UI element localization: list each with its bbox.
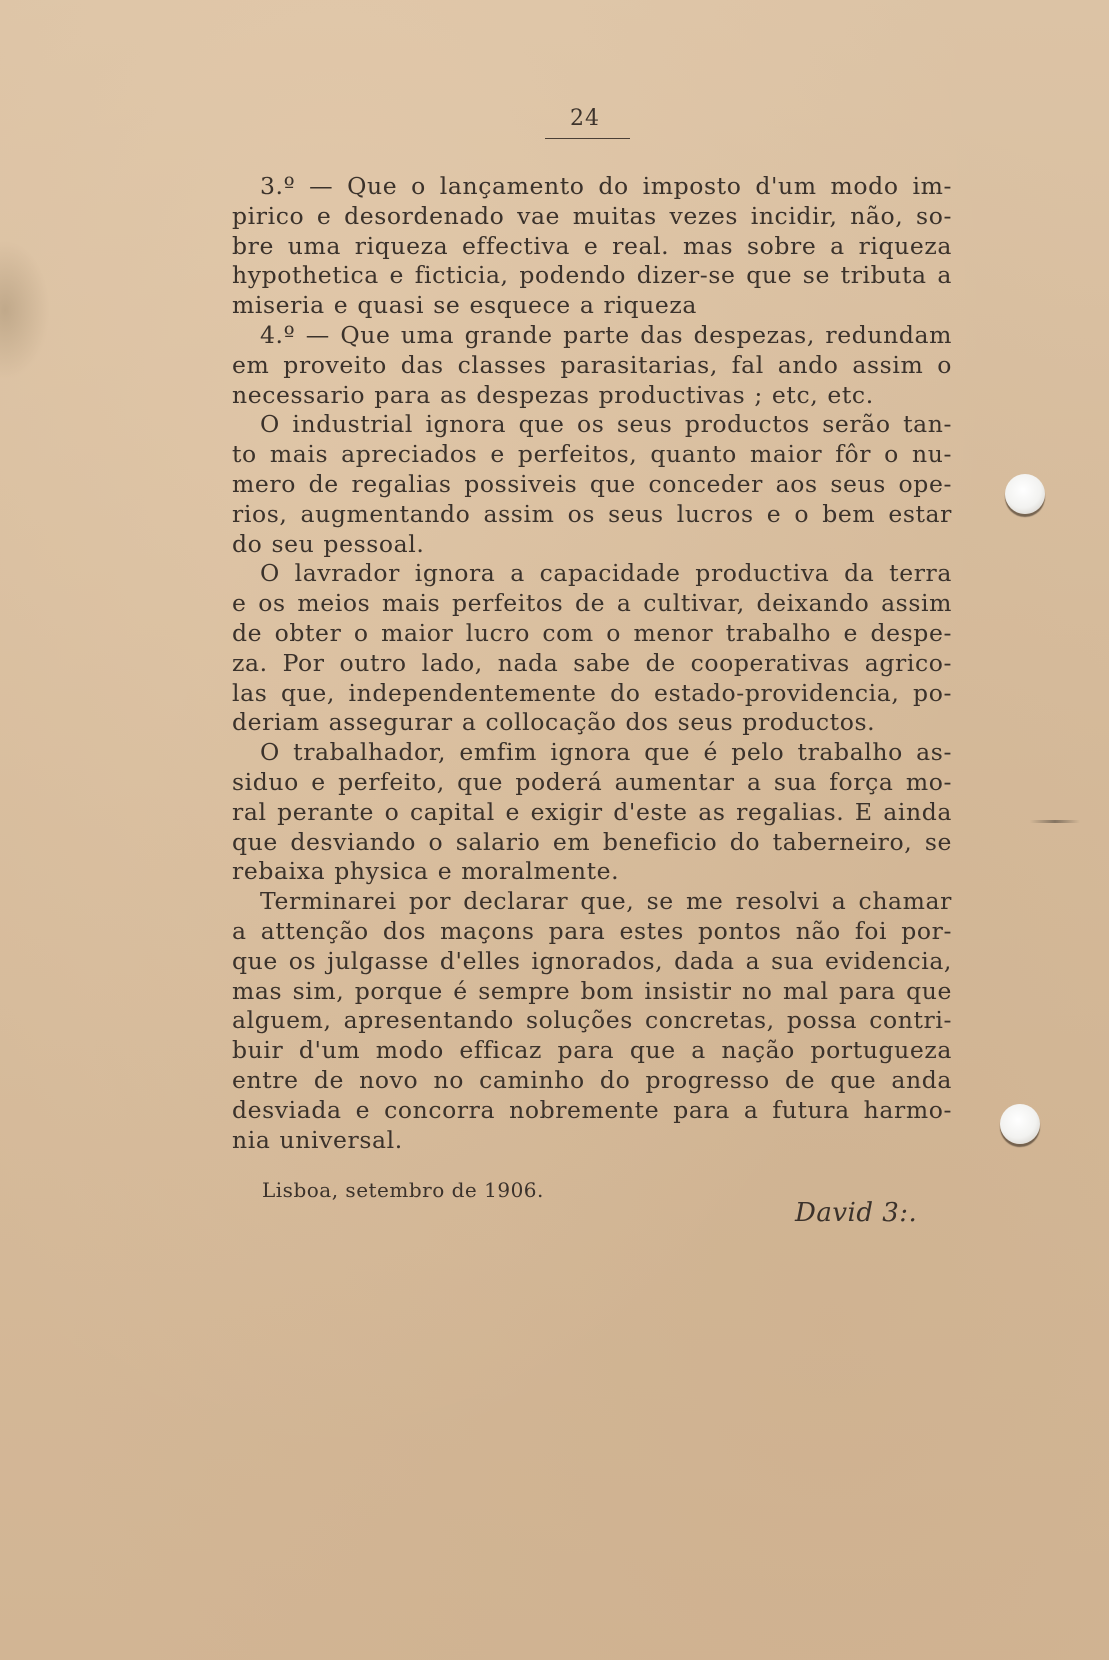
text-line: que os julgasse d'elles ignorados, dada a sua evidencia, xyxy=(232,946,952,975)
text-line: mero de regalias possiveis que conceder aos seus ope- xyxy=(232,469,952,498)
text-line: rebaixa physica e moralmente. xyxy=(232,857,620,886)
text-line: que desviando o salario em beneficio do taberneiro, se xyxy=(232,827,952,856)
text-line: Terminarei por declarar que, se me resolvi a chamar xyxy=(260,887,952,916)
text-line: O lavrador ignora a capacidade productiva da terra xyxy=(260,559,952,588)
text-line: em proveito das classes parasitarias, fal ando assim o xyxy=(232,350,952,379)
punch-hole-top xyxy=(1005,474,1045,514)
text-line: miseria e quasi se esquece a riqueza xyxy=(232,291,697,320)
body-text xyxy=(232,172,952,1155)
paper-tear-mark xyxy=(1030,820,1080,823)
text-line: e os meios mais perfeitos de a cultivar, deixando assim xyxy=(232,589,952,618)
page-number: 24 xyxy=(570,106,600,131)
text-line: desviada e concorra nobremente para a futura harmo- xyxy=(232,1095,952,1124)
text-line: buir d'um modo efficaz para que a nação portugueza xyxy=(232,1036,952,1065)
text-line: mas sim, porque é sempre bom insistir no mal para que xyxy=(232,976,952,1005)
signature: David 3:. xyxy=(795,1198,918,1228)
text-line: siduo e perfeito, que poderá aumentar a sua força mo- xyxy=(232,767,952,796)
text-line: O industrial ignora que os seus productos serão tan- xyxy=(260,410,952,439)
text-line: za. Por outro lado, nada sabe de cooperativas agrico- xyxy=(232,648,952,677)
dateline: Lisboa, setembro de 1906. xyxy=(262,1178,544,1202)
text-line: de obter o maior lucro com o menor trabalho e despe- xyxy=(232,618,952,647)
text-line: deriam assegurar a collocação dos seus productos. xyxy=(232,708,876,737)
text-line: nia universal. xyxy=(232,1125,403,1154)
text-line: las que, independentemente do estado-providencia, po- xyxy=(232,678,952,707)
text-line: ral perante o capital e exigir d'este as regalias. E ainda xyxy=(232,797,952,826)
text-line: O trabalhador, emfim ignora que é pelo trabalho as- xyxy=(260,738,952,767)
text-line: to mais apreciados e perfeitos, quanto maior fôr o nu- xyxy=(232,440,952,469)
paper-stain xyxy=(0,240,50,380)
text-line: necessario para as despezas productivas ; etc, etc. xyxy=(232,380,874,409)
text-line: pirico e desordenado vae muitas vezes incidir, não, so- xyxy=(232,201,952,230)
text-line: hypothetica e ficticia, podendo dizer-se que se tributa a xyxy=(232,261,952,290)
page-number-rule xyxy=(545,138,630,139)
text-line: do seu pessoal. xyxy=(232,529,425,558)
text-line: a attenção dos maçons para estes pontos não foi por- xyxy=(232,916,952,945)
text-line: entre de novo no caminho do progresso de que anda xyxy=(232,1065,952,1094)
text-line: rios, augmentando assim os seus lucros e o bem estar xyxy=(232,499,952,528)
punch-hole-bottom xyxy=(1000,1104,1040,1144)
text-line: bre uma riqueza effectiva e real. mas sobre a riqueza xyxy=(232,231,952,260)
text-line: 3.º — Que o lançamento do imposto d'um modo im- xyxy=(260,172,952,200)
text-line: 4.º — Que uma grande parte das despezas, redundam xyxy=(260,320,952,349)
text-line: alguem, apresentando soluções concretas, possa contri- xyxy=(232,1006,952,1035)
